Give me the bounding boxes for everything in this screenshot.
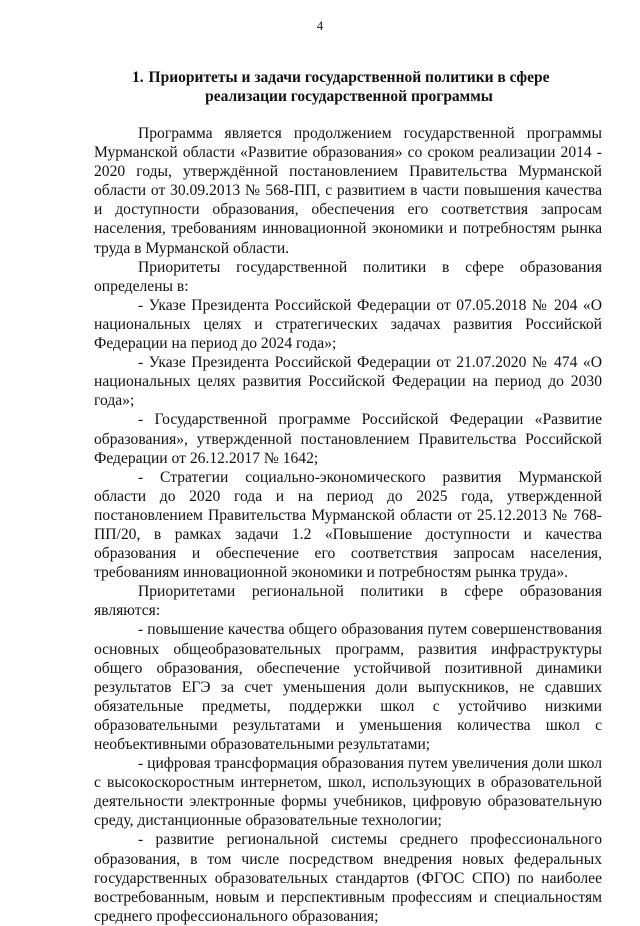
paragraph-priorities-defined: Приоритеты государственной политики в сфере образования определены в:: [94, 258, 602, 295]
section-title-line-1: Приоритеты и задачи государственной политики в сфере: [148, 69, 550, 86]
paragraph-regional-priorities: Приоритетами региональной политики в сфере образования являются:: [94, 583, 602, 620]
section-title-line-2: реализации государственной программы: [205, 88, 493, 105]
list-item-digital-transformation: - цифровая трансформация образования путем увеличения доли школ с высокоскоростным интернетом, школ, использующих в образовательной деятельности электронные формы учебников, цифровую образовательную среду, дистанционные образовательные технологии;: [94, 755, 602, 830]
paragraph-intro: Программа является продолжением государственной программы Мурманской области «Развитие образования» со сроком реализации 2014 - 2020 годы, утверждённой постановлением Правительства Мурманской области от 30.09.2013 № 568-ПП, с развитием в части повышения качества и доступности образования, обеспечения его соответствия запросам населения, требованиям инновационной экономики и потребностям рынка труда в Мурманской области.: [94, 125, 602, 257]
list-item-state-program: - Государственной программе Российской Федерации «Развитие образования», утвержденной постановлением Правительства Российской Федерации от 26.12.2017 № 1642;: [94, 411, 602, 467]
section-heading: [94, 68, 604, 106]
list-item-decree-474: - Указе Президента Российской Федерации от 21.07.2020 № 474 «О национальных целях развития Российской Федерации на период до 2030 года»;: [94, 354, 602, 410]
section-number: 1.: [132, 69, 144, 86]
list-item-decree-204: - Указе Президента Российской Федерации от 07.05.2018 № 204 «О национальных целях и стратегических задачах развития Российской Федерации на период до 2024 года»;: [94, 296, 602, 353]
list-item-vocational-education: - развитие региональной системы среднего профессионального образования, в том числе посредством внедрения новых федеральных государственных образовательных стандартов (ФГОС СПО) по наиболее востребованным, новым и перспективным профессиям и специальностям среднего профессионального образования;: [94, 831, 602, 925]
list-item-regional-strategy: - Стратегии социально-экономического развития Мурманской области до 2020 года и на период до 2025 года, утвержденной постановлением Правительства Мурманской области от 25.12.2013 № 768-ПП/20, в рамках задачи 1.2 «Повышение доступности и качества образования и обеспечение его соответствия запросам населения, требованиям инновационной экономики и потребностям рынка труда».: [94, 468, 602, 582]
page-number: 4: [316, 18, 324, 33]
list-item-quality-general-education: - повышение качества общего образования путем совершенствования основных общеобразовательных программ, развития инфраструктуры общего образования, обеспечение устойчивой позитивной динамики результатов ЕГЭ за счет уменьшения доли выпускников, не сдавших обязательные предметы, поддержки школ с устойчиво низкими образовательными результатами и уменьшения количества школ с необъективными образовательными результатами;: [94, 621, 602, 753]
document-body: [94, 124, 602, 926]
